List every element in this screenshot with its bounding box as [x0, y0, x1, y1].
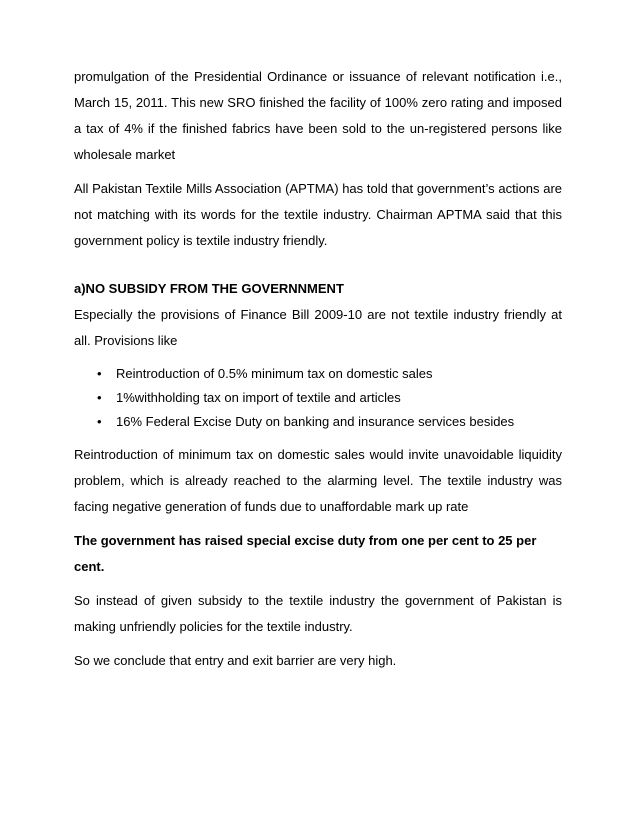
paragraph-excise-duty: The government has raised special excise duty from one per cent to 25 per cent. [74, 533, 537, 574]
section-heading: a)NO SUBSIDY FROM THE GOVERNNMENT [74, 281, 344, 296]
paragraph-subsidy: So instead of given subsidy to the textile industry the government of Pakistan is making unfriendly policies for the textile industry. [74, 593, 562, 634]
provisions-list [74, 362, 562, 434]
list-item-text: 16% Federal Excise Duty on banking and insurance services besides [116, 414, 515, 429]
list-item [74, 362, 562, 386]
list-item [74, 410, 562, 434]
bullet-icon: • [97, 366, 102, 381]
paragraph-minimum-tax: Reintroduction of minimum tax on domestic sales would invite unavoidable liquidity problem, which is already reached to the alarming level. The textile industry was facing negative generation of funds due to unaffordable mark up rate [74, 447, 562, 514]
paragraph-aptma: All Pakistan Textile Mills Association (APTMA) has told that government’s actions are not matching with its words for the textile industry. Chairman APTMA said that this government policy is textile industry friendly. [74, 181, 562, 248]
document-page [74, 64, 562, 682]
paragraph-promulgation: promulgation of the Presidential Ordinance or issuance of relevant notification i.e., March 15, 2011. This new SRO finished the facility of 100% zero rating and imposed a tax of 4% if the finished fabrics have been sold to the un-registered persons like wholesale market [74, 69, 562, 162]
paragraph-conclusion: So we conclude that entry and exit barrier are very high. [74, 653, 397, 668]
list-item-text: 1%withholding tax on import of textile and articles [116, 390, 401, 405]
paragraph-finance-bill: Especially the provisions of Finance Bill 2009-10 are not textile industry friendly at all. Provisions like [74, 307, 562, 348]
bullet-icon: • [97, 414, 102, 429]
bullet-icon: • [97, 390, 102, 405]
list-item-text: Reintroduction of 0.5% minimum tax on domestic sales [116, 366, 433, 381]
list-item [74, 386, 562, 410]
